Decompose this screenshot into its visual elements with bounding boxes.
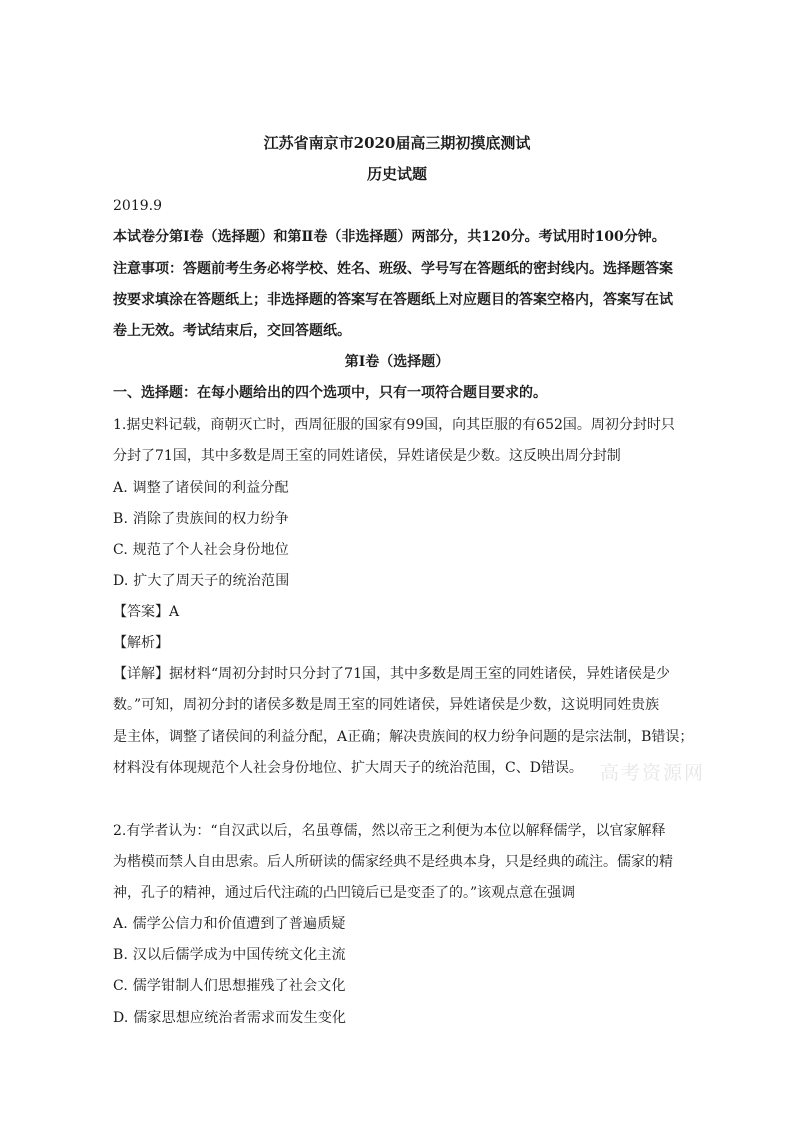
question-2-option-b: B. 汉以后儒学成为中国传统文化主流 [113, 947, 346, 963]
notes-line: 按要求填涂在答题纸上；非选择题的答案写在答题纸上对应题目的答案空格内，答案写在试 [113, 292, 673, 308]
question-1-detail: 【详解】据材料“周初分封时只分封了71国，其中多数是周王室的同姓诸侯，异姓诸侯是少 [113, 666, 670, 682]
question-1-detail: 数。”可知，周初分封的诸侯多数是周王室的同姓诸侯，异姓诸侯是少数，这说明同姓贵族 [113, 697, 660, 713]
section-title: 第Ⅰ卷（选择题） [344, 354, 450, 370]
question-1-detail: 材料没有体现规范个人社会身份地位、扩大周天子的统治范围，C、D错误。 [113, 760, 583, 776]
question-1-stem: 1.据史料记载，商朝灭亡时，西周征服的国家有99国，向其臣服的有652国。周初分封时只 [113, 417, 675, 433]
question-1-option-d: D. 扩大了周天子的统治范围 [113, 573, 290, 589]
question-1-answer: 【答案】A [113, 604, 180, 620]
question-2-option-a: A. 儒学公信力和价值遭到了普遍质疑 [113, 916, 346, 932]
question-1-option-a: A. 调整了诸侯间的利益分配 [113, 480, 289, 496]
question-1-stem: 分封了71国，其中多数是周王室的同姓诸侯，异姓诸侯是少数。这反映出周分封制 [113, 448, 621, 464]
question-2-option-c: C. 儒学钳制人们思想摧残了社会文化 [113, 978, 346, 994]
question-2-stem: 2.有学者认为：“自汉武以后，名虽尊儒，然以帝王之利便为本位以解释儒学，以官家解释 [113, 823, 666, 839]
question-2-stem: 神，孔子的精神，通过后代注疏的凸凹镜后已是变歪了的。”该观点意在强调 [113, 885, 576, 901]
exam-date: 2019.9 [113, 198, 162, 214]
notes-line: 卷上无效。考试结束后，交回答题纸。 [113, 323, 351, 339]
exam-intro: 本试卷分第Ⅰ卷（选择题）和第Ⅱ卷（非选择题）两部分，共120分。考试用时100分钟。 [113, 229, 666, 245]
question-1-detail: 是主体，调整了诸侯间的利益分配，A正确；解决贵族间的权力纷争问题的是宗法制，B错误； [113, 729, 694, 745]
exam-subtitle: 历史试题 [366, 165, 427, 183]
watermark-logo: 高考资源网 [600, 762, 706, 784]
question-1-option-c: C. 规范了个人社会身份地位 [113, 542, 289, 558]
question-1-option-b: B. 消除了贵族间的权力纷争 [113, 511, 289, 527]
notes-line: 注意事项：答题前考生务必将学校、姓名、班级、学号写在答题纸的密封线内。选择题答案 [113, 261, 673, 277]
exam-title: 江苏省南京市2020届高三期初摸底测试 [263, 134, 531, 152]
section-heading: 一、选择题：在每小题给出的四个选项中，只有一项符合题目要求的。 [113, 385, 547, 401]
question-1-analysis-label: 【解析】 [113, 635, 169, 651]
question-2-option-d: D. 儒家思想应统治者需求而发生变化 [113, 1010, 347, 1026]
question-2-stem: 为楷模而禁人自由思索。后人所研读的儒家经典不是经典本身，只是经典的疏注。儒家的精 [113, 854, 673, 870]
